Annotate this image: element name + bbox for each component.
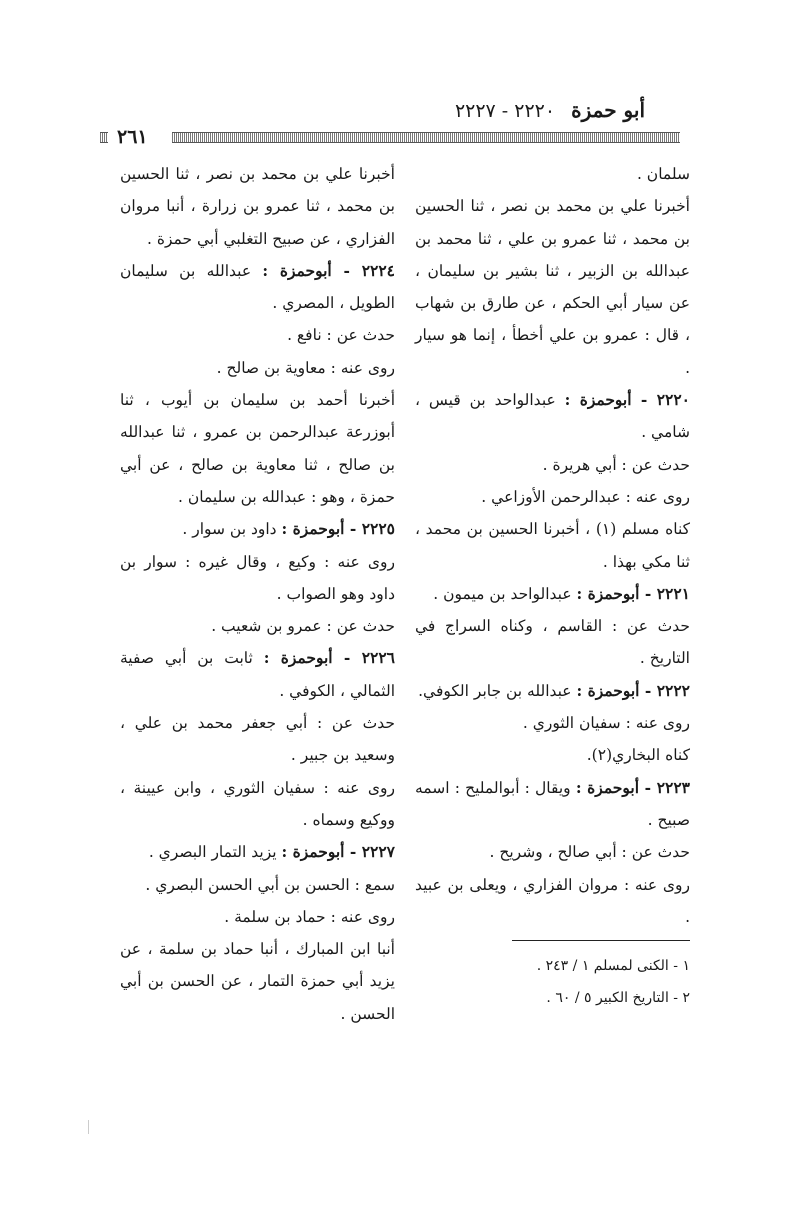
paragraph: أخبرنا علي بن محمد بن نصر ، ثنا الحسين بن محمد ، ثنا عمرو بن زرارة ، أنبا مروان الفزاري ، عن صبيح التغلبي أبي حمزة . bbox=[120, 165, 395, 248]
footnote: ٢ - التاريخ الكبير ٥ / ٦٠ . bbox=[546, 990, 690, 1006]
header-name: أبو حمزة bbox=[571, 98, 645, 122]
entry-heading: ٢٢٢٧ - أبوحمزة : bbox=[281, 842, 395, 862]
paragraph: روى عنه : سفيان الثوري ، وابن عيينة ، ووكيع وسماه . bbox=[120, 778, 395, 829]
header-entry-range: ٢٢٢٠ - ٢٢٢٧ bbox=[454, 100, 556, 122]
paragraph: روى عنه : عبدالرحمن الأوزاعي . bbox=[481, 487, 690, 506]
page-number: ٢٦١ bbox=[114, 126, 151, 148]
entry-paragraph: ٢٢٢٧ - أبوحمزة : يزيد التمار البصري . bbox=[148, 842, 395, 862]
paragraph: سلمان . bbox=[636, 165, 690, 183]
entry-heading: ٢٢٢٤ - أبوحمزة : bbox=[262, 260, 395, 280]
entry-heading: ٢٢٢٢ - أبوحمزة : bbox=[576, 680, 690, 700]
header-rule bbox=[100, 126, 680, 150]
entry-heading: ٢٢٢١ - أبوحمزة : bbox=[576, 583, 690, 603]
entry-paragraph: ٢٢٢٦ - أبوحمزة : ثابت بن أبي صفية الثمالي ، الكوفي . bbox=[120, 648, 396, 700]
paragraph: حدث عن : أبي هريرة . bbox=[542, 455, 690, 474]
running-header bbox=[455, 98, 645, 122]
footnote-separator bbox=[512, 940, 690, 941]
header-rule-left-segment bbox=[100, 132, 108, 143]
paragraph: روى عنه : حماد بن سلمة . bbox=[224, 907, 395, 926]
footnotes bbox=[415, 950, 690, 1014]
paragraph: أخبرنا علي بن محمد بن نصر ، ثنا الحسين بن محمد ، ثنا عمرو بن علي ، ثنا محمد بن عبدالله بن الزبير ، ثنا بشير بن سليمان ، عن سيار أبي الحكم ، عن طارق بن شهاب ، قال : عمرو بن علي أخطأ ، إنما هو سيار . bbox=[415, 197, 690, 377]
paragraph: حدث عن : عمرو بن شعيب . bbox=[211, 617, 395, 636]
header-rule-band bbox=[172, 132, 680, 143]
paragraph: سمع : الحسن بن أبي الحسن البصري . bbox=[145, 875, 395, 894]
paragraph: روى عنه : سفيان الثوري . bbox=[522, 714, 690, 733]
entry-paragraph: ٢٢٢٤ - أبوحمزة : عبدالله بن سليمان الطويل ، المصري . bbox=[120, 260, 395, 313]
entry-heading: ٢٢٢٦ - أبوحمزة : bbox=[263, 648, 396, 668]
entry-heading: ٢٢٢٣ - أبوحمزة : bbox=[575, 777, 691, 797]
entry-paragraph: ٢٢٢٥ - أبوحمزة : داود بن سوار . bbox=[182, 519, 395, 539]
paragraph: حدث عن : أبي صالح ، وشريح . bbox=[489, 843, 690, 862]
paragraph: روى عنه : معاوية بن صالح . bbox=[216, 358, 395, 377]
footnote: ١ - الكنى لمسلم ١ / ٢٤٣ . bbox=[536, 958, 690, 974]
paragraph: روى عنه : مروان الفزاري ، ويعلى بن عبيد . bbox=[415, 875, 690, 926]
paragraph: حدث عن : أبي جعفر محمد بن علي ، وسعيد بن جبير . bbox=[120, 714, 395, 765]
paragraph: روى عنه : وكيع ، وقال غيره : سوار بن داود وهو الصواب . bbox=[120, 552, 395, 603]
entry-heading: ٢٢٢٠ - أبوحمزة : bbox=[564, 390, 690, 410]
paragraph: أنبا ابن المبارك ، أنبا حماد بن سلمة ، عن يزيد أبي حمزة التمار ، عن الحسن بن أبي الحسن . bbox=[120, 940, 395, 1023]
entry-paragraph: ٢٢٢٢ - أبوحمزة : عبدالله بن جابر الكوفي. bbox=[418, 680, 690, 700]
entry-heading: ٢٢٢٥ - أبوحمزة : bbox=[281, 519, 395, 539]
left-column bbox=[120, 158, 395, 1030]
paragraph: أخبرنا أحمد بن سليمان بن أيوب ، ثنا أبوزرعة عبدالرحمن بن عمرو ، ثنا عبدالله بن صالح ، ثنا معاوية بن صالح ، عن أبي حمزة ، وهو : عبدالله بن سليمان . bbox=[120, 391, 395, 506]
entry-paragraph: ٢٢٢١ - أبوحمزة : عبدالواحد بن ميمون . bbox=[433, 583, 690, 603]
paragraph: حدث عن : نافع . bbox=[287, 326, 395, 345]
right-column bbox=[415, 158, 690, 933]
entry-paragraph: ٢٢٢٠ - أبوحمزة : عبدالواحد بن قيس ، شامي . bbox=[415, 390, 690, 442]
paragraph: حدث عن : القاسم ، وكناه السراج في التاريخ . bbox=[415, 617, 690, 668]
paragraph: كناه مسلم (١) ، أخبرنا الحسين بن محمد ، ثنا مكي بهذا . bbox=[415, 520, 690, 571]
entry-paragraph: ٢٢٢٣ - أبوحمزة : ويقال : أبوالمليح : اسمه صبيح . bbox=[415, 777, 691, 829]
scan-artifact bbox=[88, 1120, 89, 1134]
paragraph: كناه البخاري(٢). bbox=[586, 746, 690, 765]
